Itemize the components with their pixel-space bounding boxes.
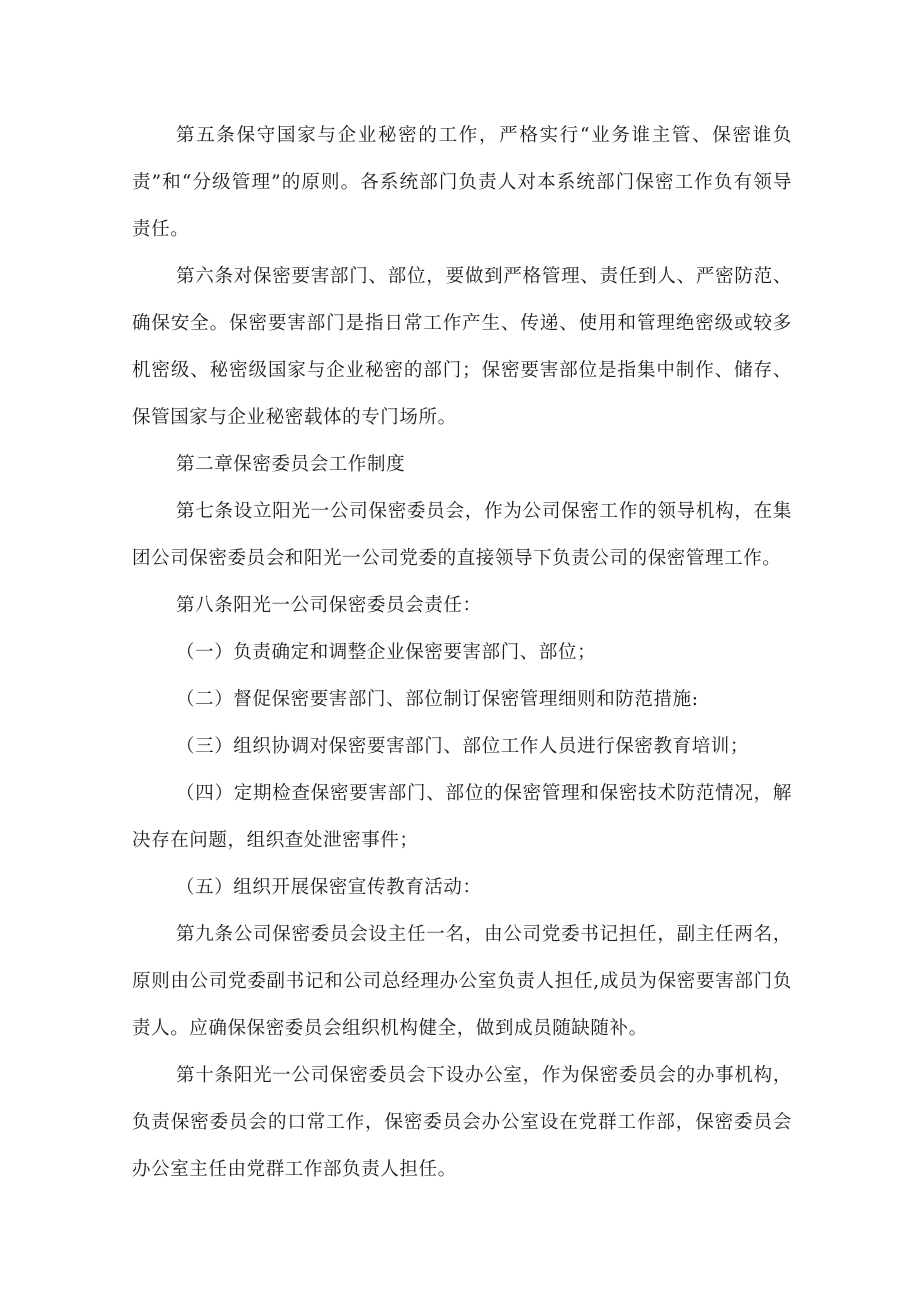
chapter-heading: 第二章保密委员会工作制度: [176, 454, 406, 475]
paragraph-article-10: 第十条阳光一公司保密委员会下设办公室，作为保密委员会的办事机构，负责保密委员会的口常工作，保密委员会办公室设在党群工作部，保密委员会办公室主任由党群工作部负责人担任。: [132, 1065, 792, 1180]
paragraph-article-9: 第九条公司保密委员会设主任一名，由公司党委书记担任，副主任两名，原则由公司党委副书记和公司总经理办公室负责人担任,成员为保密要害部门负责人。应确保保密委员会组织机构健全，做到成员随缺随补。: [132, 924, 792, 1039]
paragraph-article-8: 第八条阳光一公司保密委员会责任：: [176, 595, 482, 616]
document-body: [132, 112, 792, 1193]
list-item-3: （三）组织协调对保密要害部门、部位工作人员进行保密教育培训；: [176, 736, 750, 757]
list-item-4: （四）定期检查保密要害部门、部位的保密管理和保密技术防范情况，解决存在问题，组织查处泄密事件；: [132, 783, 792, 851]
paragraph-article-6: 第六条对保密要害部门、部位，要做到严格管理、责任到人、严密防范、确保安全。保密要害部门是指日常工作产生、传递、使用和管理绝密级或较多机密级、秘密级国家与企业秘密的部门；保密要害部位是指集中制作、储存、保管国家与企业秘密载体的专门场所。: [132, 266, 792, 428]
list-item-1: （一）负责确定和调整企业保密要害部门、部位；: [176, 642, 597, 663]
list-item-2: （二）督促保密要害部门、部位制订保密管理细则和防范措施:: [176, 689, 699, 710]
list-item-5: （五）组织开展保密宣传教育活动：: [176, 877, 482, 898]
paragraph-article-5: 第五条保守国家与企业秘密的工作，严格实行“业务谁主管、保密谁负责”和“分级管理”的原则。各系统部门负责人对本系统部门保密工作负有领导责任。: [132, 125, 792, 240]
paragraph-article-7: 第七条设立阳光一公司保密委员会，作为公司保密工作的领导机构，在集团公司保密委员会和阳光一公司党委的直接领导下负责公司的保密管理工作。: [132, 501, 792, 569]
